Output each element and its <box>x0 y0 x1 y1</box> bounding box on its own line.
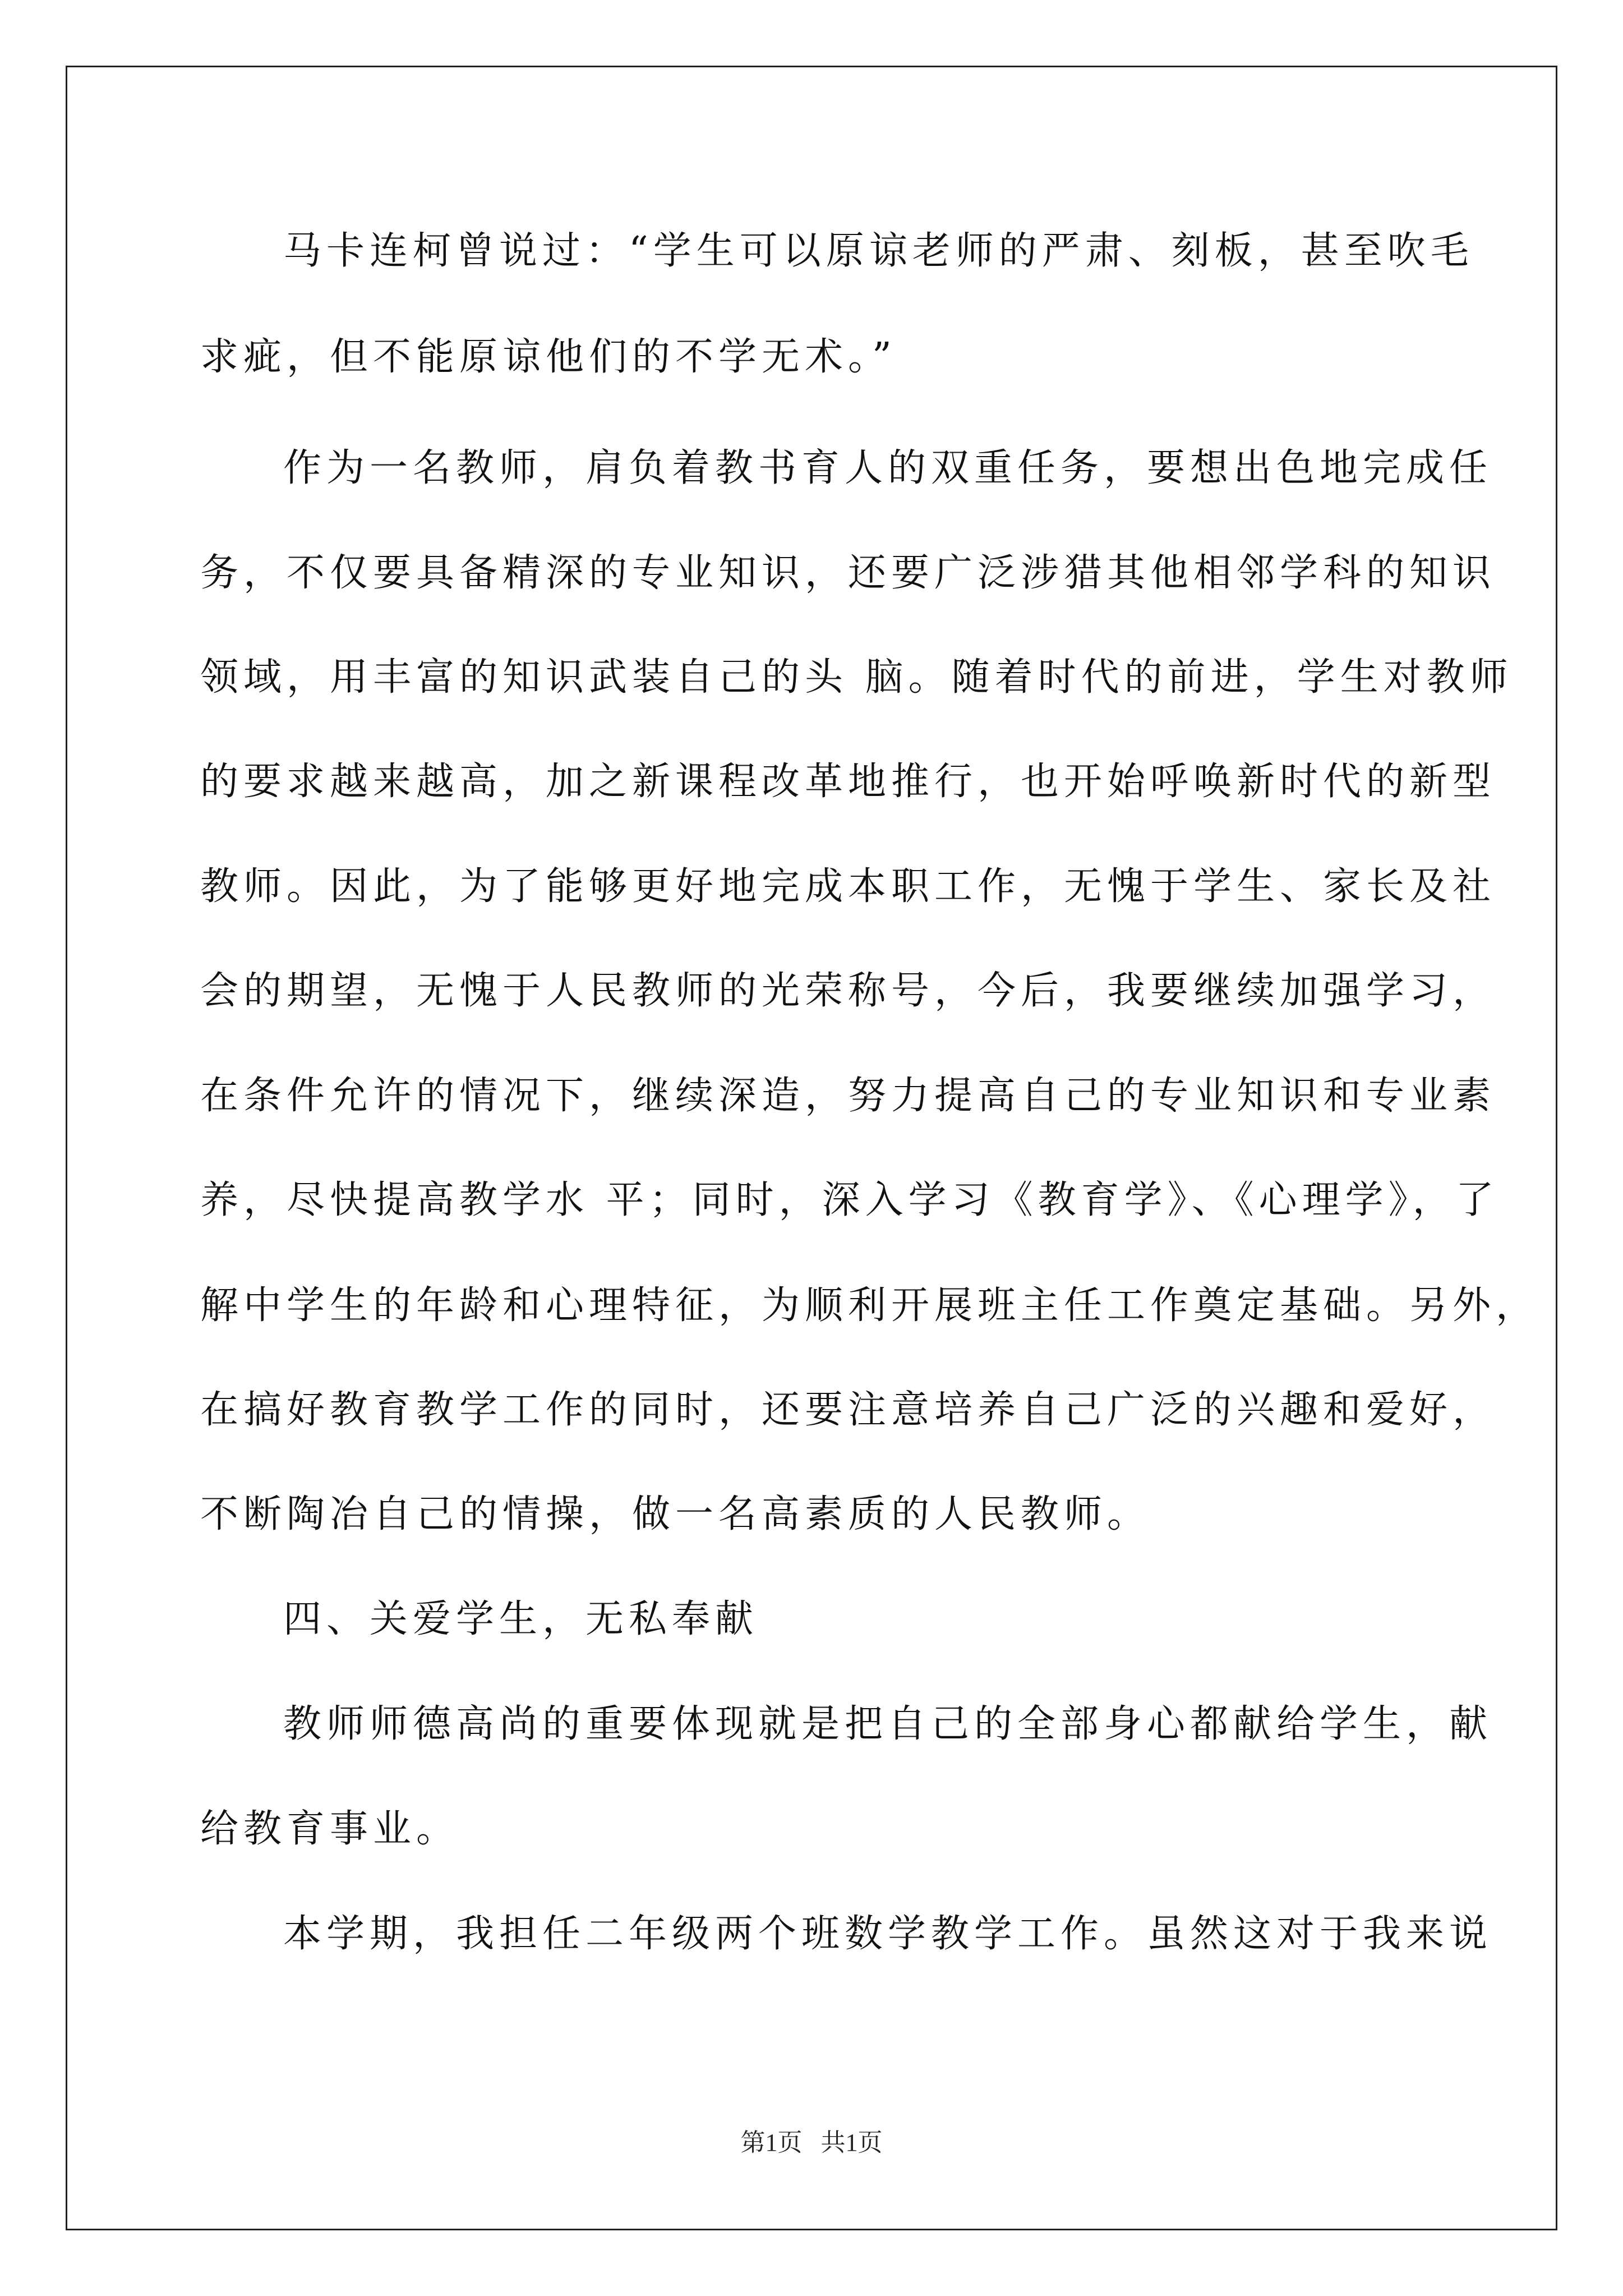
page-footer: 第1页 共1页 <box>740 2129 883 2156</box>
text-line: 在条件允许的情况下，继续深造，努力提高自己的专业知识和专业素 <box>200 1074 1496 1118</box>
text-line: 领域，用丰富的知识武装自己的头 脑。随着时代的前进，学生对教师 <box>200 655 1513 700</box>
text-line: 会的期望，无愧于人民教师的光荣称号，今后，我要继续加强学习， <box>200 969 1496 1013</box>
page-border <box>66 66 1557 2230</box>
text-line: 本学期，我担任二年级两个班数学教学工作。虽然这对于我来说 <box>283 1912 1493 1956</box>
text-line: 作为一名教师，肩负着教书育人的双重任务，要想出色地完成任 <box>283 446 1493 490</box>
text-line: 解中学生的年龄和心理特征，为顺利开展班主任工作奠定基础。另外， <box>200 1283 1539 1328</box>
text-line: 教师。因此，为了能够更好地完成本职工作，无愧于学生、家长及社 <box>200 864 1496 909</box>
text-line: 的要求越来越高，加之新课程改革地推行，也开始呼唤新时代的新型 <box>200 760 1496 804</box>
text-line: 求疵，但不能原谅他们的不学无术。” <box>200 335 897 379</box>
text-line: 马卡连柯曾说过：“学生可以原谅老师的严肃、刻板，甚至吹毛 <box>283 229 1474 273</box>
text-line: 教师师德高尚的重要体现就是把自己的全部身心都献给学生，献 <box>283 1702 1493 1746</box>
text-line: 务，不仅要具备精深的专业知识，还要广泛涉猎其他相邻学科的知识 <box>200 551 1496 595</box>
section-heading: 四、关爱学生，无私奉献 <box>283 1597 759 1641</box>
text-line: 在搞好教育教学工作的同时，还要注意培养自己广泛的兴趣和爱好， <box>200 1388 1496 1432</box>
text-line: 给教育事业。 <box>200 1807 460 1851</box>
text-line: 不断陶冶自己的情操，做一名高素质的人民教师。 <box>200 1492 1151 1536</box>
text-line: 养，尽快提高教学水 平；同时，深入学习《教育学》、《心理学》，了 <box>200 1178 1499 1222</box>
